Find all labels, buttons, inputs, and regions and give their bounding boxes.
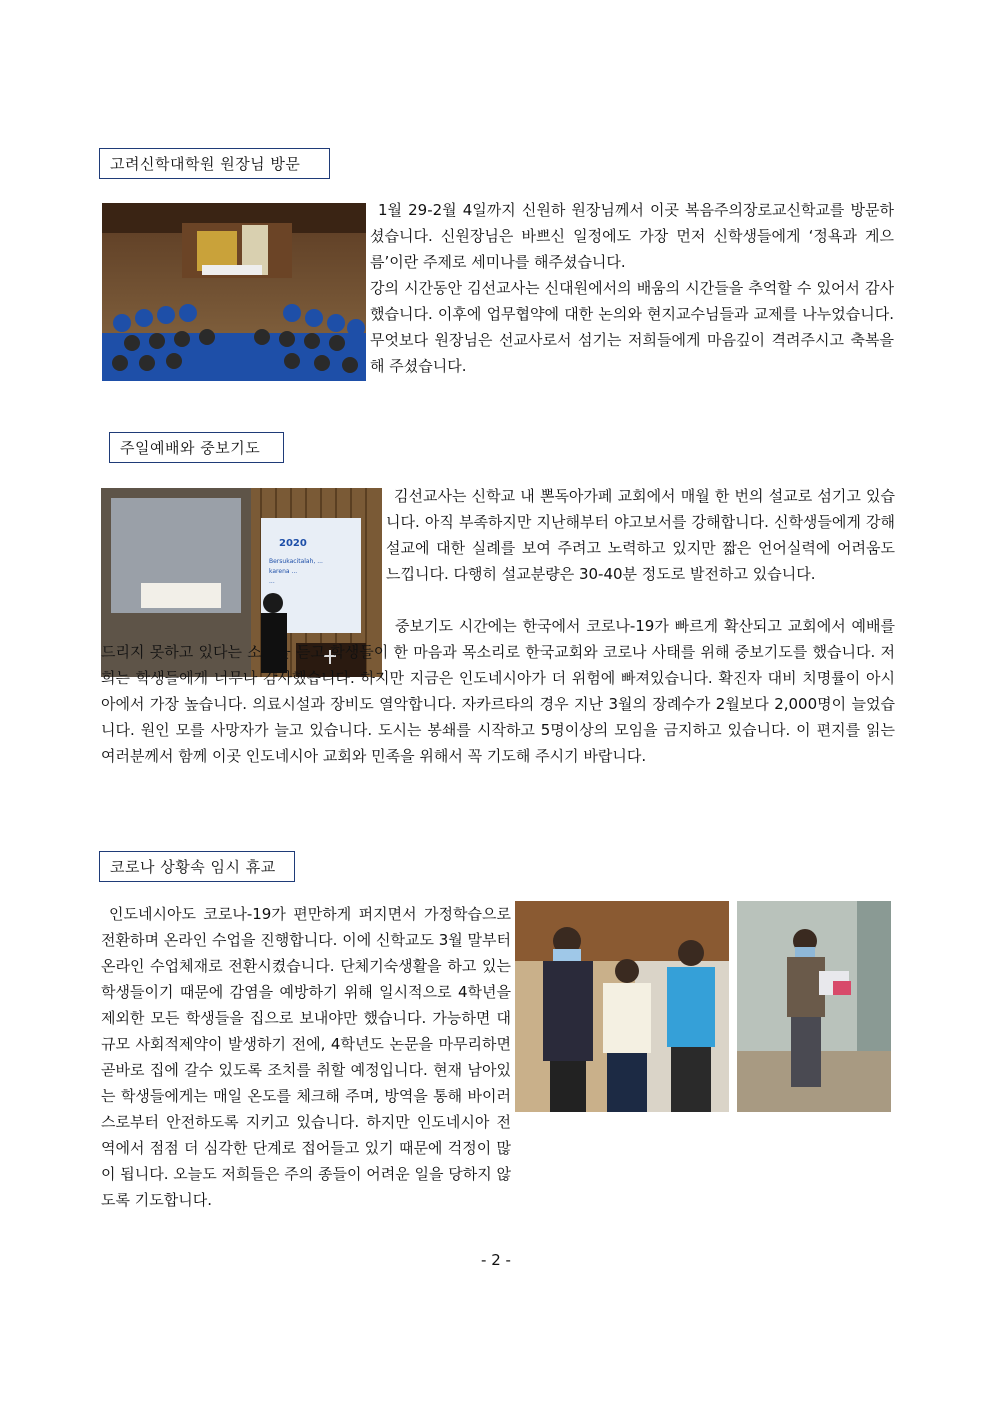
slide-line-1: Bersukacitalah, ... bbox=[269, 558, 323, 565]
section-title-seminar: 고려신학대학원 원장님 방문 bbox=[99, 148, 330, 179]
students-photo bbox=[515, 901, 729, 1112]
worship-paragraph-2: 중보기도 시간에는 한국에서 코로나-19가 빠르게 확산되고 교회에서 예배를 드리지 못하고 있다는 소식을 듣고 학생들이 한 마음과 목소리로 한국교회와 코로나 사태를 위해 중보기도를 했습니다. 저희는 학생들에게 너무나 감사했습니다. 하지만 지금은 인도네시아가 더 위험에 빠져있습니다. 확진자 대비 치명률이 아시아에서 가장 높습니다. 의료시설과 장비도 열악합니다. 자카르타의 경우 지난 3월의 장례수가 2월보다 2,000명이 늘었습니다. 원인 모를 사망자가 늘고 있습니다. 도시는 봉쇄를 시작하고 5명이상의 모임을 금지하고 있습니다. 이 편지를 읽는 여러분께서 함께 이곳 인도네시아 교회와 민족을 위해서 꼭 기도해 주시기 바랍니다. bbox=[101, 617, 895, 765]
worship-paragraph-1: 김선교사는 신학교 내 뽄독아가페 교회에서 매월 한 번의 설교로 섬기고 있습니다. 아직 부족하지만 지난해부터 야고보서를 강해합니다. 신학생들에게 강해설교에 대한 실례를 보여 주려고 노력하고 있지만 짧은 언어실력에 어려움도 느낍니다. 다행히 설교분량은 30-40분 정도로 발전하고 있습니다. bbox=[386, 487, 895, 583]
section-title-worship: 주일예배와 중보기도 bbox=[109, 432, 284, 463]
closure-paragraph: 인도네시아도 코로나-19가 편만하게 퍼지면서 가정학습으로 전환하며 온라인 수업을 진행합니다. 이에 신학교도 3월 말부터 온라인 수업체재로 전환시켰습니다. 단체기숙생활을 하고 있는 학생들이기 때문에 감염을 예방하기 위해 일시적으로 4학년을 제외한 모든 학생들을 집으로 보내야만 했습니다. 가능하면 대규모 사회적제약이 발생하기 전에, 4학년도 논문을 마무리하면 곧바로 집에 갈수 있도록 조치를 취할 예정입니다. 현재 남아있는 학생들에게는 매일 온도를 체크해 주며, 방역을 통해 바이러스로부터 안전하도록 지키고 있습니다. 하지만 인도네시아 전역에서 점점 더 심각한 단계로 접어들고 있기 때문에 걱정이 많이 됩니다. 오늘도 저희들은 주의 종들이 어려운 일을 당하지 않도록 기도합니다. bbox=[101, 905, 511, 1209]
slide-line-3: ... bbox=[269, 578, 275, 585]
page-number: - 2 - bbox=[481, 1251, 511, 1269]
slide-year: 2020 bbox=[279, 538, 307, 549]
disinfection-photo bbox=[737, 901, 891, 1112]
section-title-closure: 코로나 상황속 임시 휴교 bbox=[99, 851, 295, 882]
slide-line-2: karena ... bbox=[269, 568, 298, 575]
seminar-paragraph-2: 강의 시간동안 김선교사는 신대원에서의 배움의 시간들을 추억할 수 있어서 감사했습니다. 이후에 업무협약에 대한 논의와 현지교수님들과 교제를 나누었습니다. 무엇보다 원장님은 선교사로서 섬기는 저희들에게 마음깊이 격려주시고 축복을 해 주셨습니다. bbox=[370, 279, 894, 375]
seminar-paragraph-1: 1월 29-2월 4일까지 신원하 원장님께서 이곳 복음주의장로교신학교를 방문하셨습니다. 신원장님은 바쁘신 일정에도 가장 먼저 신학생들에게 ‘정욕과 게으름’이란 주제로 세미나를 해주셨습니다. bbox=[370, 201, 894, 271]
seminar-photo bbox=[102, 203, 366, 381]
